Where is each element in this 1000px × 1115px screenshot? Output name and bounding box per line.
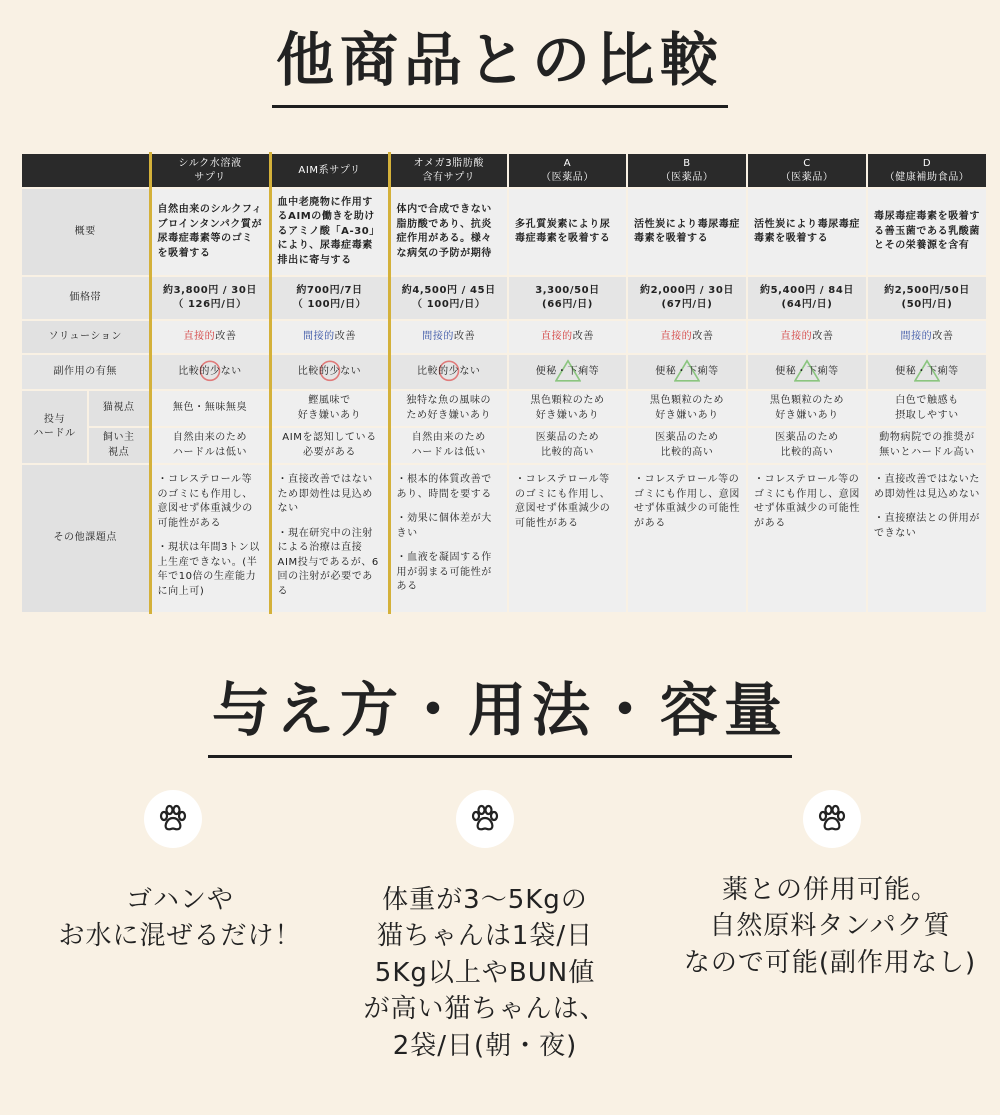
comparison-table bbox=[20, 152, 988, 614]
solution-text: 改善 bbox=[572, 330, 594, 342]
price-per-day: （ 100円/日） bbox=[292, 299, 367, 310]
table-cell bbox=[867, 276, 987, 320]
table-cell bbox=[150, 320, 270, 354]
issue-note: ・コレステロール等のゴミにも作用し、意図せず体重減少の可能性がある bbox=[634, 474, 740, 529]
table-cell bbox=[508, 320, 627, 354]
table-row-other-issues bbox=[21, 464, 987, 613]
table-row-overview bbox=[21, 188, 987, 276]
table-header-cell: D （健康補助食品） bbox=[867, 153, 987, 188]
price-per-day: (67円/日) bbox=[661, 299, 713, 310]
price-per-day: （ 100円/日） bbox=[412, 299, 486, 310]
table-cell bbox=[389, 276, 508, 320]
price-main: 約4,500円 / 45日 bbox=[401, 284, 496, 296]
table-cell bbox=[389, 464, 508, 613]
heading-text: 与え方・用法・容量 bbox=[208, 680, 792, 758]
table-header-cell: B （医薬品） bbox=[627, 153, 747, 188]
table-cell: 自然由来のシルクフィブロインタンパク質が尿毒症毒素等のゴミを吸着する bbox=[150, 188, 270, 276]
table-cell: 鰹風味で 好き嫌いあり bbox=[270, 390, 389, 427]
row-label-hurdle: 投与 ハードル bbox=[21, 390, 88, 464]
table-header-corner bbox=[21, 153, 150, 188]
issue-note: ・根本的体質改善であり、時間を要する bbox=[396, 474, 492, 500]
table-row-side-effects bbox=[21, 354, 987, 390]
table-cell bbox=[508, 354, 627, 390]
solution-accent: 直接的 bbox=[660, 330, 693, 342]
usage-text-mixing: ゴハンや お水に混ぜるだけ！ bbox=[58, 885, 302, 952]
paw-icon bbox=[456, 790, 514, 848]
table-cell: 多孔質炭素により尿毒症毒素を吸着する bbox=[508, 188, 627, 276]
solution-text: 改善 bbox=[812, 330, 834, 342]
row-label: 価格帯 bbox=[21, 276, 150, 320]
table-cell: 動物病院での推奨が 無いとハードル高い bbox=[867, 427, 987, 464]
table-cell: 黒色顆粒のため 好き嫌いあり bbox=[627, 390, 747, 427]
side-effect-text: 便秘・下痢等 bbox=[655, 365, 719, 377]
solution-accent: 直接的 bbox=[183, 330, 216, 342]
table-cell: 白色で触感も 摂取しやすい bbox=[867, 390, 987, 427]
paw-icon bbox=[803, 790, 861, 848]
table-cell: 体内で合成できない脂肪酸であり、抗炎症作用がある。様々な病気の予防が期待 bbox=[389, 188, 508, 276]
table-cell bbox=[627, 320, 747, 354]
table-header-cell: シルク水溶液 サプリ bbox=[150, 153, 270, 188]
price-per-day: （ 126円/日） bbox=[173, 299, 247, 310]
table-cell bbox=[150, 354, 270, 390]
table-cell bbox=[627, 464, 747, 613]
price-per-day: (64円/日) bbox=[781, 299, 833, 310]
row-label: ソリューション bbox=[21, 320, 150, 354]
table-cell: 活性炭により毒尿毒症毒素を吸着する bbox=[627, 188, 747, 276]
row-label: 副作用の有無 bbox=[21, 354, 150, 390]
table-cell bbox=[627, 276, 747, 320]
row-label: 概要 bbox=[21, 188, 150, 276]
usage-text-combination: 薬との併用可能。 自然原料タンパク質 なので可能(副作用なし) bbox=[683, 875, 977, 978]
solution-accent: 間接的 bbox=[422, 330, 455, 342]
table-cell bbox=[867, 354, 987, 390]
table-row-solution bbox=[21, 320, 987, 354]
table-header-cell: C （医薬品） bbox=[747, 153, 867, 188]
section-heading-usage bbox=[0, 676, 1000, 758]
table-cell bbox=[150, 464, 270, 613]
table-cell: 自然由来のため ハードルは低い bbox=[150, 427, 270, 464]
table-row-hurdle-cat bbox=[21, 390, 987, 427]
table-cell: 血中老廃物に作用するAIMの働きを助けるアミノ酸「A-30」により、尿毒症毒素排出に寄与する bbox=[270, 188, 389, 276]
issue-note: ・現在研究中の注射による治療は直接AIM投与であるが、6回の注射が必要である bbox=[277, 527, 379, 597]
price-main: 約700円/7日 bbox=[296, 284, 363, 296]
table-cell: 黒色顆粒のため 好き嫌いあり bbox=[508, 390, 627, 427]
table-cell bbox=[270, 354, 389, 390]
price-per-day: (50円/日) bbox=[901, 299, 953, 310]
side-effect-text: 比較的少ない bbox=[297, 365, 362, 377]
table-cell bbox=[508, 276, 627, 320]
table-cell: 活性炭により毒尿毒症毒素を吸着する bbox=[747, 188, 867, 276]
table-cell bbox=[867, 320, 987, 354]
issue-note: ・効果に個体差が大きい bbox=[396, 513, 492, 539]
issue-note: ・コレステロール等のゴミにも作用し、意図せず体重減少の可能性がある bbox=[157, 474, 253, 529]
solution-accent: 間接的 bbox=[302, 330, 335, 342]
price-per-day: (66円/日) bbox=[542, 299, 593, 310]
table-cell: 医薬品のため 比較的高い bbox=[508, 427, 627, 464]
issue-note: ・コレステロール等のゴミにも作用し、意図せず体重減少の可能性がある bbox=[754, 474, 860, 529]
solution-accent: 直接的 bbox=[780, 330, 813, 342]
issue-note: ・コレステロール等のゴミにも作用し、意図せず体重減少の可能性がある bbox=[515, 474, 611, 529]
price-main: 約3,800円 / 30日 bbox=[163, 284, 257, 296]
price-main: 約2,000円 / 30日 bbox=[640, 284, 734, 296]
table-cell bbox=[747, 276, 867, 320]
table-cell: 自然由来のため ハードルは低い bbox=[389, 427, 508, 464]
side-effect-text: 便秘・下痢等 bbox=[775, 365, 839, 377]
table-cell bbox=[270, 464, 389, 613]
solution-accent: 直接的 bbox=[540, 330, 573, 342]
table-cell: AIMを認知している 必要がある bbox=[270, 427, 389, 464]
solution-accent: 間接的 bbox=[900, 330, 933, 342]
table-cell: 毒尿毒症毒素を吸着する善玉菌である乳酸菌とその栄養源を含有 bbox=[867, 188, 987, 276]
table-cell: 無色・無味無臭 bbox=[150, 390, 270, 427]
row-label-cat: 猫視点 bbox=[88, 390, 150, 427]
table-body bbox=[21, 188, 987, 613]
table-header-row bbox=[21, 153, 987, 188]
table-header-cell: AIM系サプリ bbox=[270, 153, 389, 188]
issue-note: ・直接改善ではないため即効性は見込めない bbox=[874, 474, 980, 500]
table-header-cell: A （医薬品） bbox=[508, 153, 627, 188]
table-cell bbox=[150, 276, 270, 320]
table-cell bbox=[389, 354, 508, 390]
issue-note: ・血液を凝固する作用が弱まる可能性がある bbox=[396, 552, 492, 592]
price-main: 約2,500円/50日 bbox=[884, 284, 970, 296]
table-cell: 独特な魚の風味の ため好き嫌いあり bbox=[389, 390, 508, 427]
issue-note: ・直接改善ではないため即効性は見込めない bbox=[277, 474, 373, 514]
solution-text: 改善 bbox=[215, 330, 237, 342]
solution-text: 改善 bbox=[692, 330, 714, 342]
table-cell bbox=[627, 354, 747, 390]
table-cell bbox=[747, 320, 867, 354]
table-cell bbox=[867, 464, 987, 613]
table-cell bbox=[508, 464, 627, 613]
table-cell bbox=[270, 320, 389, 354]
section-heading-comparison bbox=[0, 26, 1000, 108]
table-row-hurdle-owner bbox=[21, 427, 987, 464]
table-header-cell: オメガ3脂肪酸 含有サプリ bbox=[389, 153, 508, 188]
solution-text: 改善 bbox=[454, 330, 476, 342]
solution-text: 改善 bbox=[932, 330, 954, 342]
usage-text-dosage: 体重が3〜5Kgの 猫ちゃんは1袋/日 5Kg以上やBUN値 が高い猫ちゃんは、 2袋/日(朝・夜) bbox=[363, 885, 607, 1061]
row-label: その他課題点 bbox=[21, 464, 150, 613]
side-effect-text: 便秘・下痢等 bbox=[895, 365, 959, 377]
table-cell bbox=[747, 354, 867, 390]
issue-note: ・直接療法との併用ができない bbox=[874, 513, 980, 539]
table-row-price bbox=[21, 276, 987, 320]
row-label-owner: 飼い主 視点 bbox=[88, 427, 150, 464]
table-cell bbox=[389, 320, 508, 354]
table-cell bbox=[747, 464, 867, 613]
table-cell: 医薬品のため 比較的高い bbox=[627, 427, 747, 464]
side-effect-text: 比較的少ない bbox=[416, 365, 481, 377]
heading-text: 他商品との比較 bbox=[272, 30, 728, 108]
paw-icon bbox=[144, 790, 202, 848]
table-cell bbox=[270, 276, 389, 320]
side-effect-text: 便秘・下痢等 bbox=[535, 365, 600, 377]
price-main: 約5,400円 / 84日 bbox=[760, 284, 854, 296]
table-cell: 医薬品のため 比較的高い bbox=[747, 427, 867, 464]
table-cell: 黒色顆粒のため 好き嫌いあり bbox=[747, 390, 867, 427]
issue-note: ・現状は年間3トン以上生産できない。(半年で10倍の生産能力に向上可) bbox=[157, 542, 260, 597]
solution-text: 改善 bbox=[334, 330, 356, 342]
price-main: 3,300/50日 bbox=[535, 284, 600, 296]
side-effect-text: 比較的少ない bbox=[178, 365, 242, 377]
